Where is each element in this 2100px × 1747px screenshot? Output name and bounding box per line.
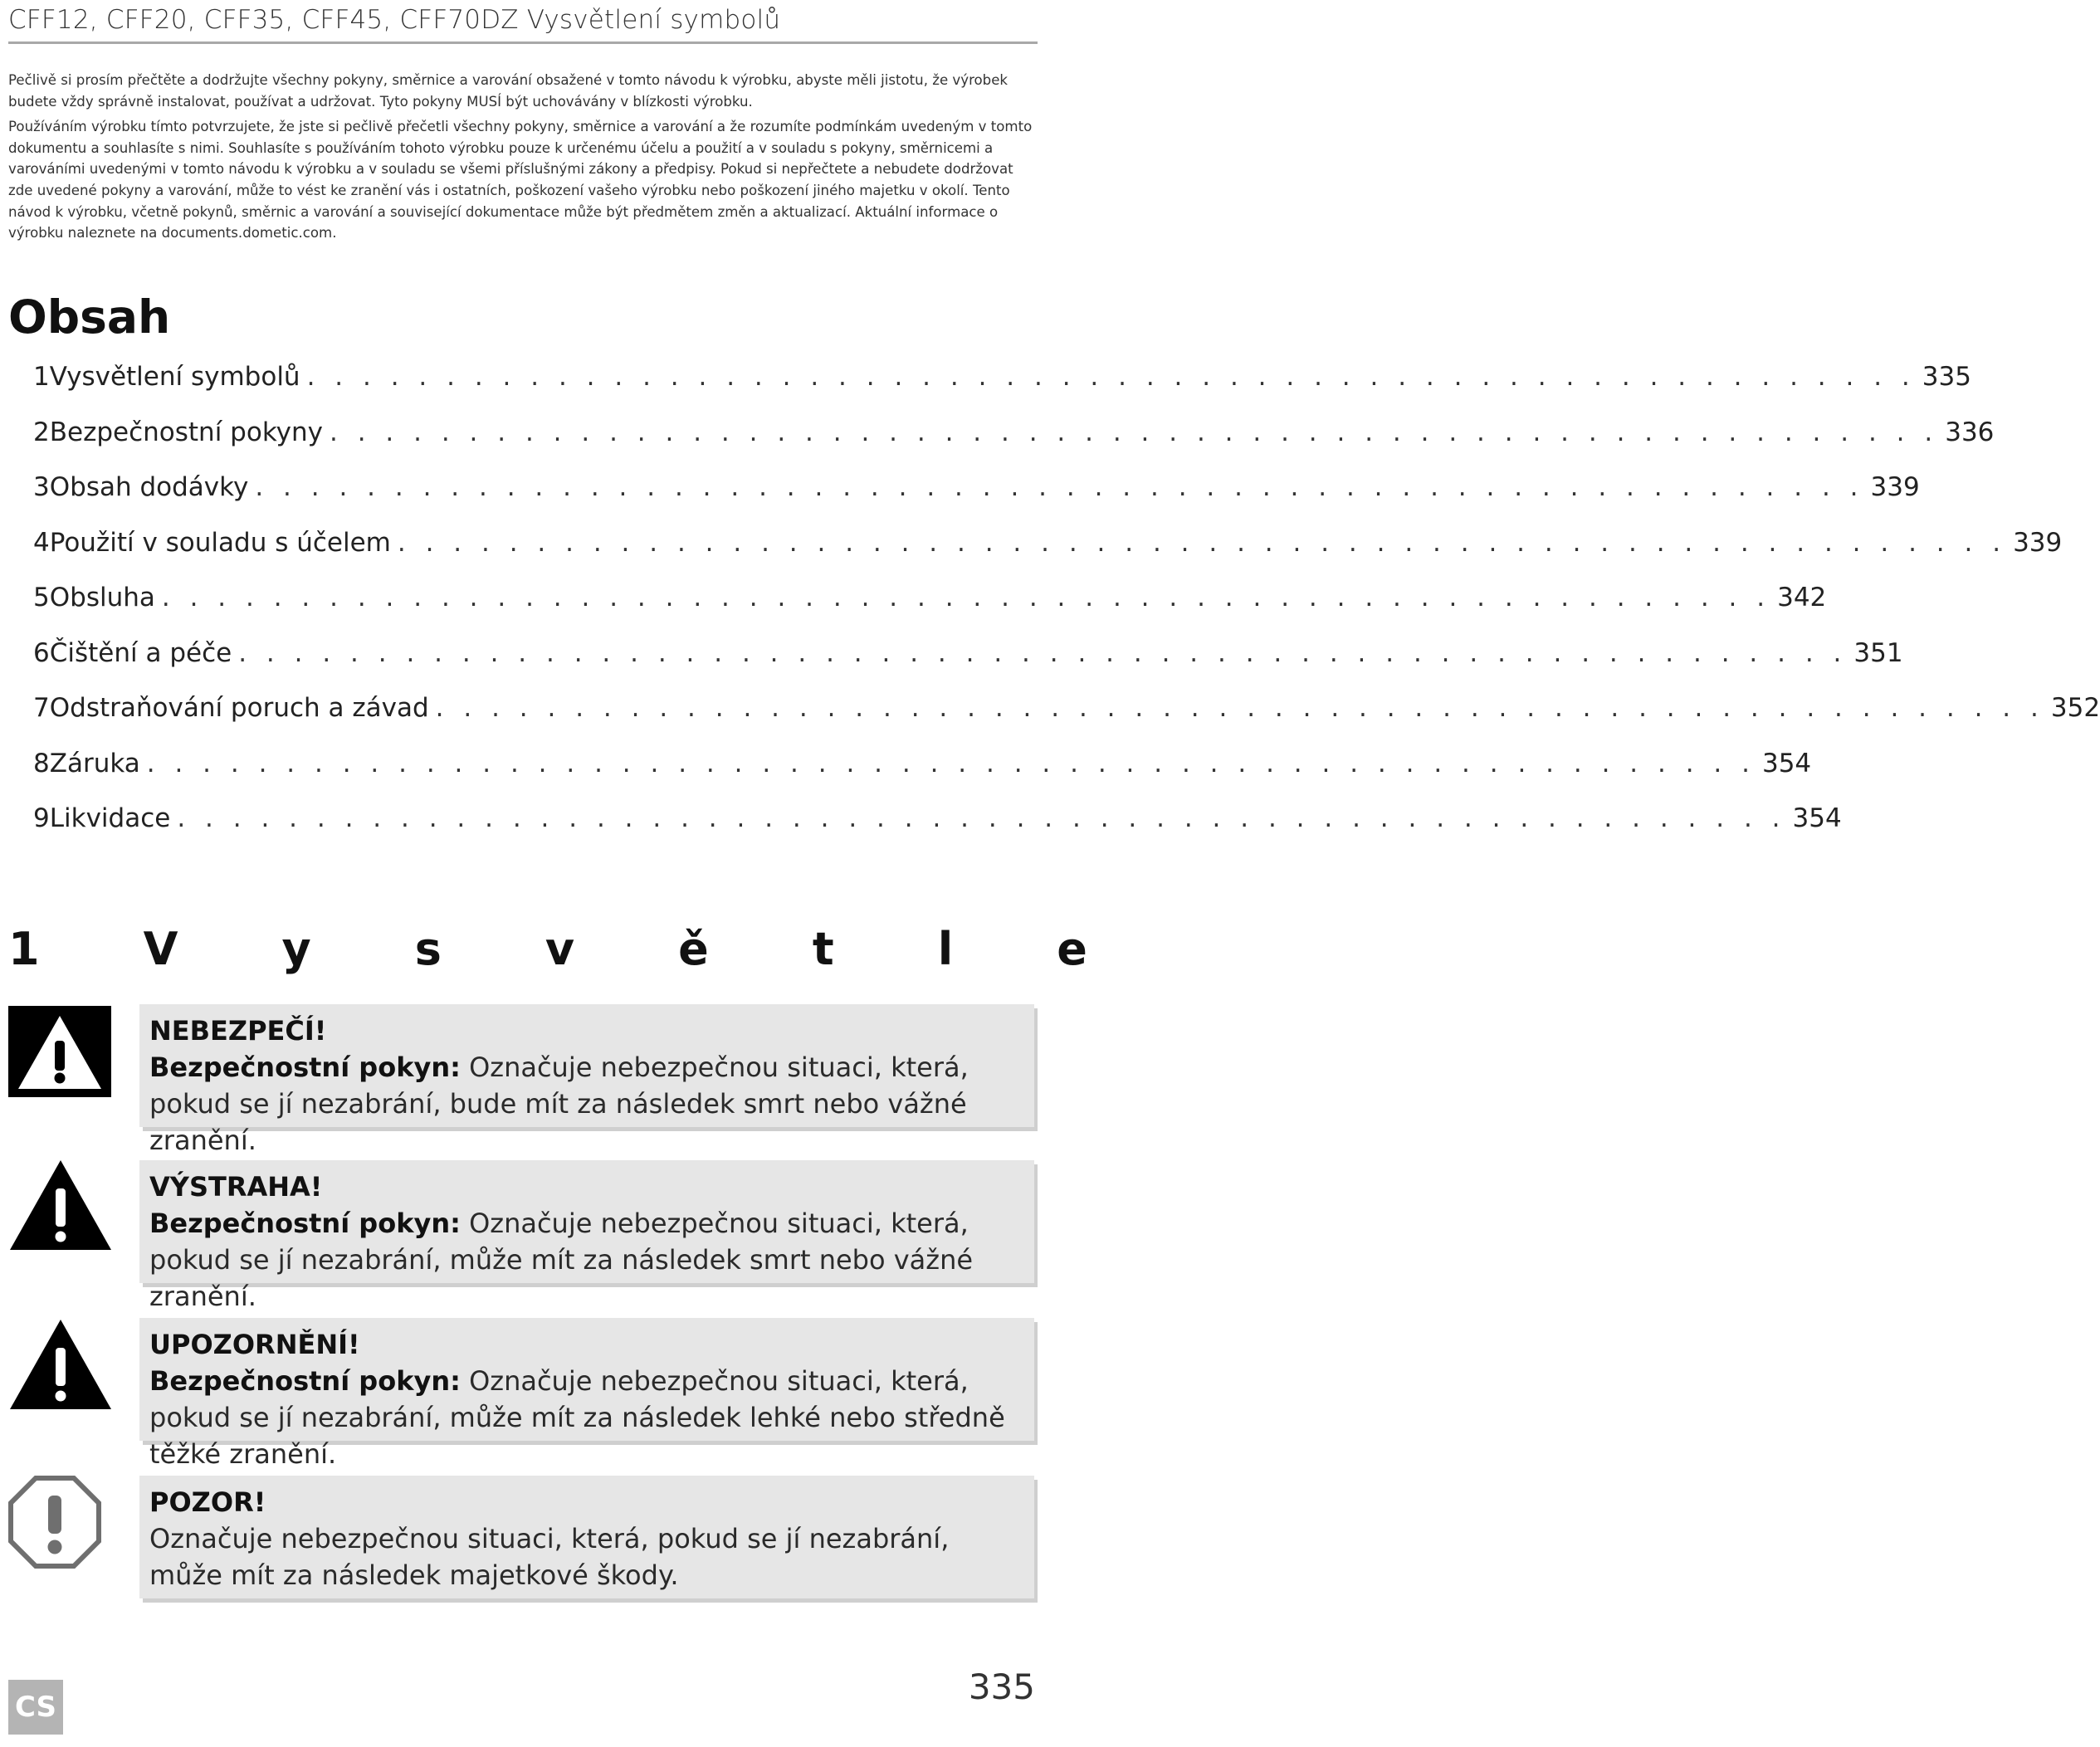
notice-lead: Bezpečnostní pokyn: [149, 1208, 461, 1239]
toc-item-label: Odstraňování poruch a závad [49, 693, 429, 723]
notice-keyword: UPOZORNĚNÍ! [149, 1329, 360, 1360]
toc-item-label: Použití v souladu s účelem [49, 527, 391, 558]
toc-item[interactable] [33, 637, 1903, 694]
toc-leader-dots: . . . . . . . . . . . . . . . . . . . . . . . . . . . . . . . . . . . . . . . . . . . . . . . . . . . . . . . . . . [435, 693, 2044, 723]
toc-item-page: 351 [1853, 637, 1903, 668]
toc-leader-dots: . . . . . . . . . . . . . . . . . . . . . . . . . . . . . . . . . . . . . . . . . . . . . . . . . . . . . . . . . . [146, 748, 1756, 778]
toc-leader-dots: . . . . . . . . . . . . . . . . . . . . . . . . . . . . . . . . . . . . . . . . . . . . . . . . . . . . . . . . . . [161, 583, 1771, 612]
notice-keyword: POZOR! [149, 1486, 266, 1518]
section-heading-char: ě [678, 923, 709, 975]
toc-item[interactable] [33, 583, 1827, 638]
toc-leader-dots: . . . . . . . . . . . . . . . . . . . . . . . . . . . . . . . . . . . . . . . . . . . . . . . . . . . . . . . . . . [330, 417, 1939, 447]
toc-item-page: 342 [1777, 583, 1827, 612]
language-badge: CS [8, 1680, 63, 1735]
toc-item-label: Likvidace [49, 803, 171, 833]
section-heading-char: y [281, 923, 311, 975]
notice-lead: Bezpečnostní pokyn: [149, 1052, 461, 1083]
toc-leader-dots: . . . . . . . . . . . . . . . . . . . . . . . . . . . . . . . . . . . . . . . . . . . . . . . . . . . . . . . . . . [255, 472, 1864, 502]
caution-triangle-icon [8, 1318, 113, 1411]
toc-item-page: 339 [2013, 527, 2063, 558]
toc-item[interactable] [33, 417, 1995, 473]
section-heading-char: 1 [8, 923, 40, 975]
toc-item-number: 4 [33, 527, 50, 558]
toc-item-label: Vysvětlení symbolů [49, 362, 300, 392]
section-heading-char: e [1057, 923, 1087, 975]
section-heading-char: s [414, 923, 442, 975]
caution-notice [139, 1318, 1034, 1470]
toc-item-page: 339 [1870, 472, 1920, 502]
toc-leader-dots: . . . . . . . . . . . . . . . . . . . . . . . . . . . . . . . . . . . . . . . . . . . . . . . . . . . . . . . . . . [397, 527, 2007, 558]
section-heading-char: V [143, 923, 178, 975]
notice-text: Označuje nebezpečnou situaci, která, pokud se jí nezabrání, může mít za následek smrt nebo vážné zranění. [149, 1208, 974, 1312]
section-heading-char: l [937, 923, 954, 975]
toc-item[interactable] [33, 472, 1920, 528]
toc-item[interactable] [33, 803, 1842, 859]
toc-item[interactable] [33, 527, 2063, 583]
notice-octagon-icon [8, 1476, 101, 1569]
intro-paragraph-1: Pečlivě si prosím přečtěte a dodržujte všechny pokyny, směrnice a varování obsažené v tomto návodu k výrobku, abyste měli jistotu, že výrobek budete vždy správně instalovat, používat a udržovat. Tyto pokyny MUSÍ být uchovávány v blízkosti výrobku. [8, 72, 1008, 110]
toc-title: Obsah [8, 290, 171, 344]
toc-item-number: 1 [33, 362, 50, 392]
section-heading [8, 923, 1087, 975]
warning-triangle-icon [8, 1159, 113, 1252]
notice-keyword: NEBEZPEČÍ! [149, 1015, 327, 1047]
toc-leader-dots: . . . . . . . . . . . . . . . . . . . . . . . . . . . . . . . . . . . . . . . . . . . . . . . . . . . . . . . . . . [177, 803, 1786, 833]
notice-text: Označuje nebezpečnou situaci, která, pokud se jí nezabrání, může mít za následek majetkové škody. [149, 1523, 950, 1591]
toc-item-number: 7 [33, 693, 50, 723]
notice-text: Označuje nebezpečnou situaci, která, pokud se jí nezabrání, bude mít za následek smrt nebo vážné zranění. [149, 1052, 969, 1156]
toc-item-label: Čištění a péče [49, 637, 232, 668]
notice-keyword: VÝSTRAHA! [149, 1171, 323, 1203]
toc-item-number: 8 [33, 748, 50, 778]
toc-item-page: 352 [2050, 693, 2100, 723]
toc-item[interactable] [33, 693, 2100, 749]
notice-lead: Bezpečnostní pokyn: [149, 1365, 461, 1397]
toc-item[interactable] [33, 748, 1812, 804]
warning-notice [139, 1160, 1034, 1312]
section-heading-char: t [812, 923, 834, 975]
property-damage-notice [139, 1476, 1034, 1598]
toc-item-label: Bezpečnostní pokyny [49, 417, 324, 447]
toc-item-number: 6 [33, 637, 50, 668]
page-header-title: CFF12, CFF20, CFF35, CFF45, CFF70DZ Vysvětlení symbolů [8, 5, 1038, 44]
toc-item[interactable] [33, 362, 1971, 417]
intro-text [8, 70, 1038, 248]
toc-item-page: 354 [1792, 803, 1842, 833]
table-of-contents [33, 362, 2100, 859]
toc-leader-dots: . . . . . . . . . . . . . . . . . . . . . . . . . . . . . . . . . . . . . . . . . . . . . . . . . . . . . . . . . . [238, 637, 1848, 668]
page-number: 335 [968, 1666, 1035, 1707]
toc-item-number: 9 [33, 803, 50, 833]
toc-leader-dots: . . . . . . . . . . . . . . . . . . . . . . . . . . . . . . . . . . . . . . . . . . . . . . . . . . . . . . . . . . [306, 362, 1916, 392]
intro-paragraph-2: Používáním výrobku tímto potvrzujete, že jste si pečlivě přečetli všechny pokyny, směrnice a varování a že rozumíte podmínkám uvedeným v tomto dokumentu a souhlasíte s nimi. Souhlasíte s používáním tohoto výrobku pouze k určenému účelu a použití a v souladu s pokyny, směrnicemi a varováními uvedenými v tomto návodu k výrobku a v souladu se všemi příslušnými zákony a předpisy. Pokud si nepřečtete a nebudete dodržovat zde uvedené pokyny a varování, může to vést ke zranění vás i ostatních, poškození vašeho výrobku nebo poškození jiného majetku v okolí. Tento návod k výrobku, včetně pokynů, směrnic a varování a související dokumentace může být předmětem změn a aktualizací. Aktuální informace o výrobku naleznete na documents.dometic.com. [8, 119, 1033, 242]
toc-item-label: Obsah dodávky [49, 472, 249, 502]
notice-text: Označuje nebezpečnou situaci, která, pokud se jí nezabrání, může mít za následek lehké nebo středně těžké zranění. [149, 1365, 1005, 1470]
toc-item-number: 3 [33, 472, 50, 502]
toc-item-page: 336 [1945, 417, 1995, 447]
section-heading-char: v [545, 923, 575, 975]
toc-item-number: 5 [33, 583, 50, 612]
toc-item-number: 2 [33, 417, 50, 447]
danger-warning-icon [8, 1006, 111, 1097]
toc-item-label: Obsluha [49, 583, 155, 612]
danger-notice [139, 1004, 1034, 1156]
toc-item-page: 354 [1761, 748, 1812, 778]
toc-item-page: 335 [1922, 362, 1971, 392]
toc-item-label: Záruka [49, 748, 140, 778]
